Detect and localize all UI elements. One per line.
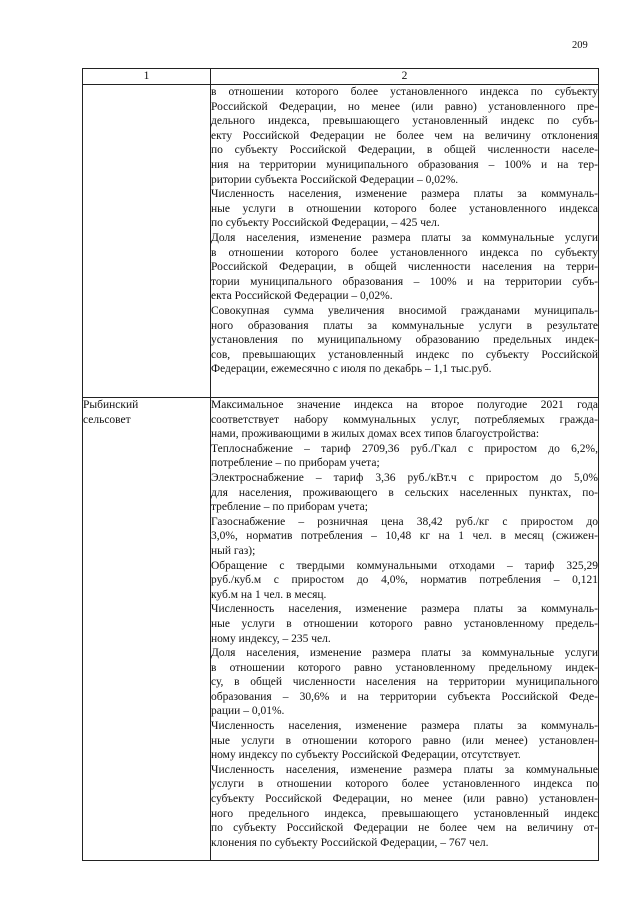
row-text-block [211,398,598,860]
text-line: ные услуги в отношении которого равно (или менее) установлен- [211,734,598,747]
paragraph [211,471,598,515]
text-line: ный газ); [211,544,256,557]
paragraph [211,304,598,377]
paragraph [211,763,598,851]
text-line: потребление – по приборам учета; [211,457,380,470]
text-line: дельного индекса, превышающего установленный индекс по субъ- [211,115,598,128]
text-line: для населения, проживающего в сельских населенных пунктах, по- [211,486,598,499]
table-header-row [83,69,599,85]
text-line: куб.м на 1 чел. в месяц. [211,588,327,601]
text-line: ного предельного индекса, превышающего установленный индекс [211,807,598,820]
text-line: нами, проживающими в жилых домах всех типов благоустройства: [211,428,540,441]
data-table [82,68,599,861]
text-line: требление – по приборам учета; [211,501,368,514]
municipality-name: сельсовет [83,413,131,426]
row-label-cell [83,398,211,861]
text-line: 3,0%, норматив потребления – 10,48 кг на 1 чел. в месяц (сжижен- [211,530,598,543]
paragraph [211,231,598,304]
column-header: 2 [211,69,599,85]
row-text-cell [211,398,599,861]
text-line: екту Российской Федерации не более чем на величину отклонения [211,129,598,142]
text-line: по субъекту Российской Федерации, в общей численности населе- [211,144,598,157]
column-header: 1 [83,69,211,85]
text-line: образования – 30,6% и на территории субъекта Российской Феде- [211,690,598,703]
text-line: сов, превышающих установленный индекс по субъекту Российской [211,348,598,361]
text-line: в отношении которого более установленного индекса по субъекту [211,86,598,98]
text-line: Российской Федерации, в общей численности населения на терри- [211,261,598,274]
text-line: субъекту Российской Федерации, но менее (или равно) установлен- [211,793,598,806]
text-line: Доля населения, изменение размера платы за коммунальные услуги [211,231,598,244]
text-line: Обращение с твердыми коммунальными отходами – тариф 325,29 [211,559,598,572]
row-label-cell [83,85,211,398]
text-line: екта Российской Федерации – 0,02%. [211,290,393,303]
text-line: Доля населения, изменение размера платы за коммунальные услуги [211,647,598,660]
text-line: в отношении которого более установленного индекса по субъекту [211,246,598,259]
paragraph [211,515,598,559]
text-line: установления по муниципальному образованию предельных индек- [211,334,598,347]
municipality-name: Рыбинский [83,399,139,411]
paragraph [211,398,598,442]
paragraph [211,646,598,719]
text-line: услуги в отношении которого более установленного индекса по [211,778,598,791]
paragraph [211,719,598,763]
text-line: в отношении которого равно установленному предельному индек- [211,661,598,674]
text-line: тории муниципального образования – 100% и на территории субъ- [211,275,598,288]
text-line: ному индексу по субъекту Российской Федерации, отсутствует. [211,749,521,762]
text-line: по субъекту Российской Федерации не более чем на величину от- [211,822,598,835]
text-line: Численность населения, изменение размера платы за коммуналь- [211,188,598,201]
text-line: Численность населения, изменение размера платы за коммуналь- [211,720,598,733]
text-line: су, в общей численности населения на территории муниципального [211,676,598,689]
row-text-cell [211,85,599,398]
paragraph [211,85,598,187]
table-row [83,85,599,398]
text-line: Совокупная сумма увеличения вносимой гражданами муниципаль- [211,304,598,317]
text-line: Федерации, ежемесячно с июля по декабрь – 1,1 тыс.руб. [211,363,492,376]
paragraph [211,187,598,231]
text-line: Российской Федерации, но менее (или равно) установленного пре- [211,100,598,113]
text-line: руб./куб.м с приростом до 4,0%, норматив потребления – 0,121 [211,574,598,587]
page-number: 209 [572,40,588,51]
text-line: Теплоснабжение – тариф 2709,36 руб./Гкал с приростом до 6,2%, [211,442,598,455]
text-line: ного образования платы за коммунальные услуги в результате [211,319,598,332]
row-text-block [211,85,598,397]
text-line: ритории субъекта Российской Федерации – 0,02%. [211,173,459,186]
text-line: Численность населения, изменение размера платы за коммунальные [211,763,598,776]
paragraph [211,442,598,471]
text-line: ные услуги в отношении которого равно установленному предель- [211,617,598,630]
text-line: Электроснабжение – тариф 3,36 руб./кВт.ч с приростом до 5,0% [211,471,598,484]
text-line: по субъекту Российской Федерации, – 425 чел. [211,217,440,230]
text-line: ному индексу, – 235 чел. [211,632,331,645]
text-line: Газоснабжение – розничная цена 38,42 руб./кг с приростом до [211,515,598,528]
paragraph [211,602,598,646]
text-line: ные услуги в отношении которого более установленного индекса [211,202,598,215]
paragraph [211,559,598,603]
table-row [83,398,599,861]
text-line: Максимальное значение индекса на второе полугодие 2021 года [211,399,598,411]
text-line: клонения по субъекту Российской Федерации, – 767 чел. [211,836,489,849]
text-line: рации – 0,01%. [211,705,285,718]
text-line: соответствует набору коммунальных услуг, потребляемых гражда- [211,413,598,426]
text-line: ния на территории муниципального образования – 100% и на тер- [211,158,598,171]
text-line: Численность населения, изменение размера платы за коммуналь- [211,603,598,616]
